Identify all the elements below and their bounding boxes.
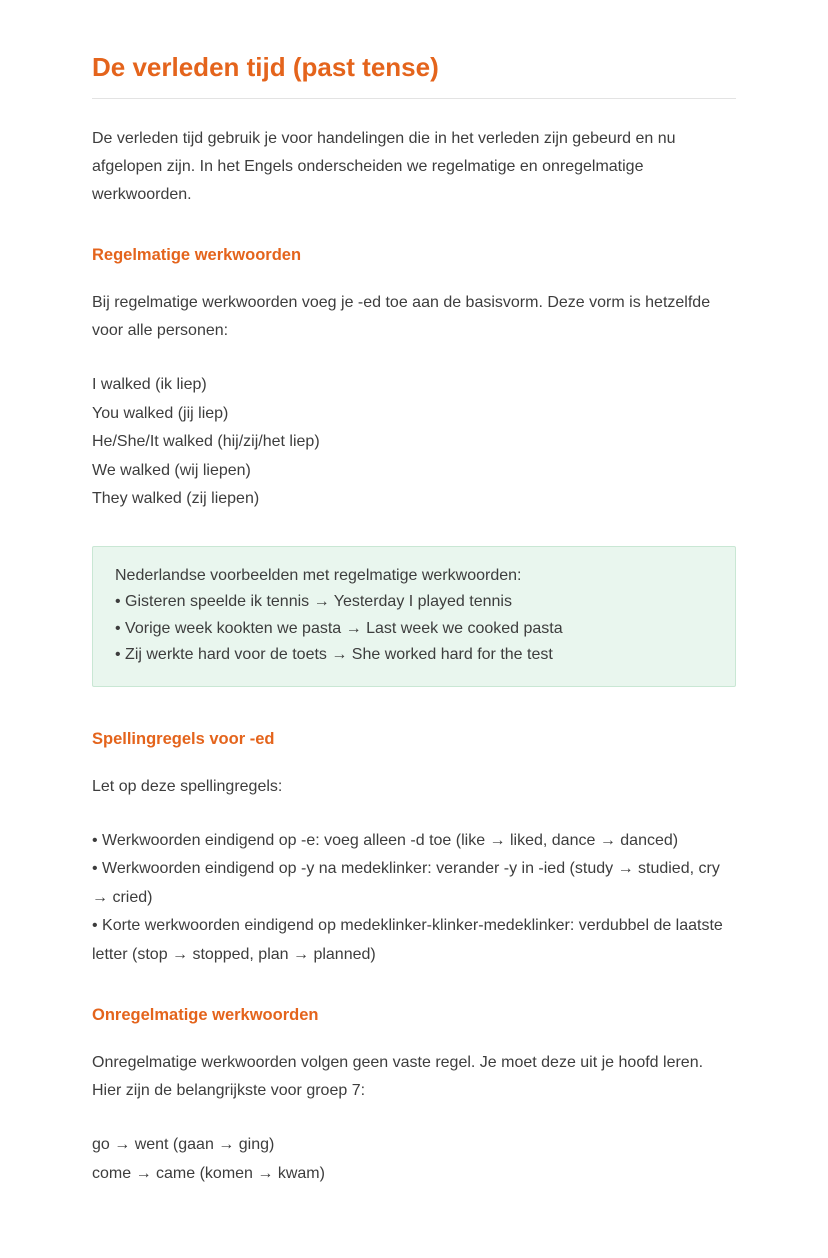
page-title: De verleden tijd (past tense): [92, 52, 439, 82]
conjugation-line: We walked (wij liepen): [92, 461, 251, 479]
spelling-rule: • Werkwoorden eindigend op -e: voeg alleen -d toe (like → liked, dance → danced): [92, 831, 679, 849]
conjugation-list: [92, 371, 736, 514]
examples-callout-box: [92, 546, 736, 687]
title-divider: [92, 98, 736, 99]
spelling-rule: • Werkwoorden eindigend op -y na medeklinker: verander -y in -ied (study → studied, cry → cried): [92, 860, 720, 906]
callout-example: • Vorige week kookten we pasta → Last week we cooked pasta: [115, 619, 563, 637]
intro-paragraph: De verleden tijd gebruik je voor handelingen die in het verleden zijn gebeurd en nu afgelopen zijn. In het Engels onderscheiden we regelmatige en onregelmatige werkwoorden.: [92, 130, 676, 203]
section-heading-regular-verbs: Regelmatige werkwoorden: [92, 246, 302, 264]
section-heading-irregular-verbs: Onregelmatige werkwoorden: [92, 1006, 319, 1024]
section-heading-spelling-rules: Spellingregels voor -ed: [92, 729, 275, 748]
callout-title: Nederlandse voorbeelden met regelmatige werkwoorden:: [115, 566, 522, 584]
spelling-rule: • Korte werkwoorden eindigend op medeklinker-klinker-medeklinker: verdubbel de laatste letter (stop → stopped, plan → planned): [92, 917, 723, 963]
callout-example: • Zij werkte hard voor de toets → She worked hard for the test: [115, 646, 553, 663]
spelling-rules-paragraph: Let op deze spellingregels:: [92, 777, 283, 795]
regular-verbs-paragraph: Bij regelmatige werkwoorden voeg je -ed toe aan de basisvorm. Deze vorm is hetzelfde voor alle personen:: [92, 294, 711, 339]
conjugation-line: They walked (zij liepen): [92, 490, 260, 507]
conjugation-line: I walked (ik liep): [92, 376, 207, 393]
spelling-rule-list: [92, 827, 736, 970]
conjugation-line: You walked (jij liep): [92, 404, 229, 422]
irregular-verbs-paragraph: Onregelmatige werkwoorden volgen geen vaste regel. Je moet deze uit je hoofd leren. Hier zijn de belangrijkste voor groep 7:: [92, 1054, 704, 1099]
irregular-verb-line: go → went (gaan → ging): [92, 1136, 275, 1153]
callout-example: • Gisteren speelde ik tennis → Yesterday I played tennis: [115, 593, 512, 610]
conjugation-line: He/She/It walked (hij/zij/het liep): [92, 433, 320, 450]
irregular-verb-list: [92, 1131, 736, 1188]
irregular-verb-line: come → came (komen → kwam): [92, 1164, 325, 1182]
